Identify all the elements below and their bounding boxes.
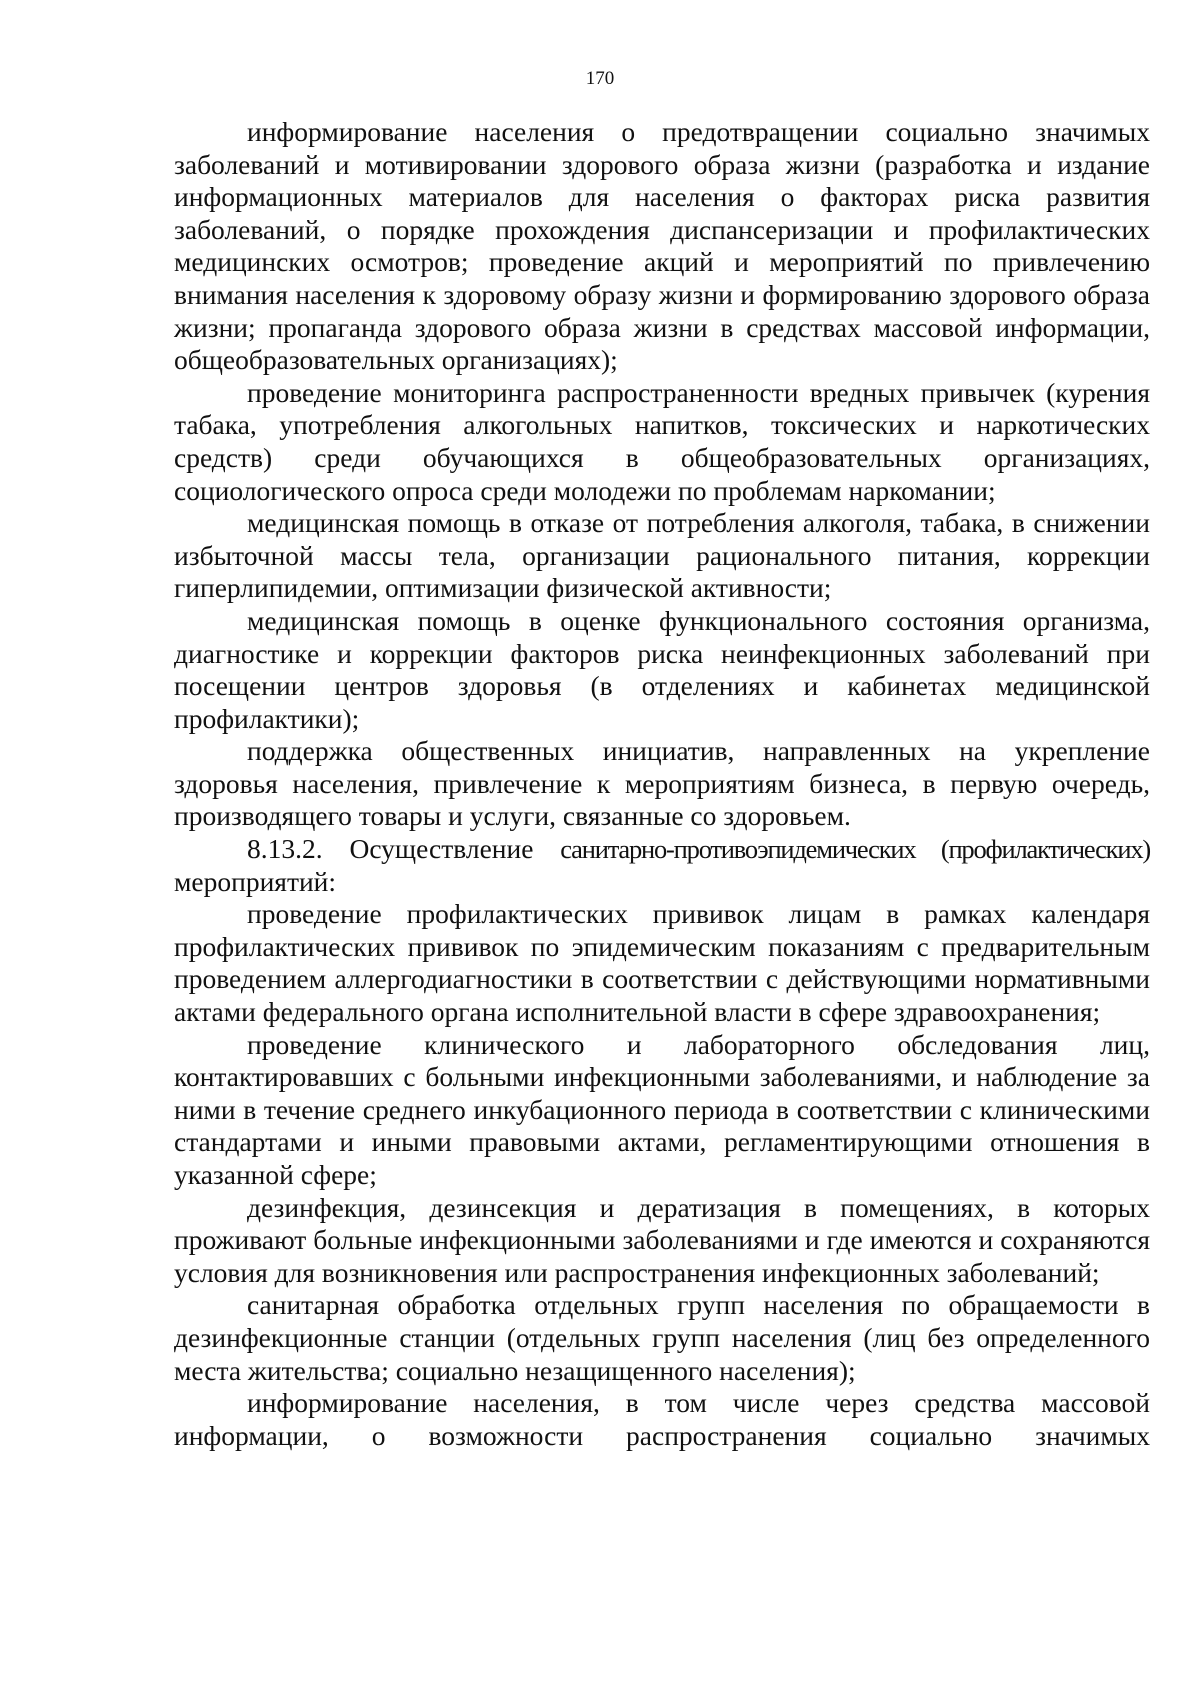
paragraph-public-initiatives: поддержка общественных инициатив, направленных на укрепление здоровья населения, привлечение к мероприятиям бизнеса, в первую очередь, производящего товары и услуги, связанные со здоровьем. — [174, 735, 1150, 832]
paragraph-medical-help-assessment: медицинская помощь в оценке функционального состояния организма, диагностике и коррекции факторов риска неинфекционных заболеваний при посещении центров здоровья (в отделениях и кабинетах медицинской профилактики); — [174, 604, 1150, 734]
paragraph-vaccinations: проведение профилактических прививок лицам в рамках календаря профилактических прививок по эпидемическим показаниям с предварительным проведением аллергодиагностики в соответствии с действующими нормативными актами федерального органа исполнительной власти в сфере здравоохранения; — [174, 898, 1150, 1028]
paragraph-media-informing: информирование населения, в том числе через средства массовой информации, о возможности распространения социально значимых — [174, 1387, 1150, 1451]
paragraph-contact-examination: проведение клинического и лабораторного обследования лиц, контактировавших с больными инфекционными заболеваниями, и наблюдение за ними в течение среднего инкубационного периода в соответствии с клиническими стандартами и иными правовыми актами, регламентирующими отношения в указанной сфере; — [174, 1028, 1150, 1190]
section-title-condensed: санитарно-противоэпидемических (профилактических) — [560, 834, 1150, 865]
section-heading-continuation: мероприятий: — [174, 865, 337, 897]
page-number: 170 — [585, 68, 615, 89]
paragraph-health-awareness: информирование населения о предотвращении социально значимых заболеваний и мотивировании здорового образа жизни (разработка и издание информационных материалов для населения о факторах риска развития заболеваний, о порядке прохождения диспансеризации и профилактических медицинских осмотров; проведение акций и мероприятий по привлечению внимания населения к здоровому образу жизни и формированию здорового образа жизни; пропаганда здорового образа жизни в средствах массовой информации, общеобразовательных организациях); — [174, 116, 1150, 376]
paragraph-disinfection: дезинфекция, дезинсекция и дератизация в помещениях, в которых проживают больные инфекционными заболеваниями и где имеются и сохраняются условия для возникновения или распространения инфекционных заболеваний; — [174, 1191, 1150, 1288]
paragraph-sanitary-treatment: санитарная обработка отдельных групп населения по обращаемости в дезинфекционные станции (отдельных групп населения (лиц без определенного места жительства; социально незащищенного населения); — [174, 1289, 1150, 1386]
section-title-start: Осуществление — [349, 833, 534, 865]
section-number: 8.13.2. — [247, 833, 323, 865]
paragraph-medical-help-cessation: медицинская помощь в отказе от потребления алкоголя, табака, в снижении избыточной массы тела, организации рационального питания, коррекции гиперлипидемии, оптимизации физической активности; — [174, 507, 1150, 604]
paragraph-habits-monitoring: проведение мониторинга распространенности вредных привычек (курения табака, употребления алкогольных напитков, токсических и наркотических средств) среди обучающихся в общеобразовательных организациях, социологического опроса среди молодежи по проблемам наркомании; — [174, 376, 1150, 506]
page-body — [174, 116, 1150, 1452]
section-heading — [174, 833, 1150, 866]
